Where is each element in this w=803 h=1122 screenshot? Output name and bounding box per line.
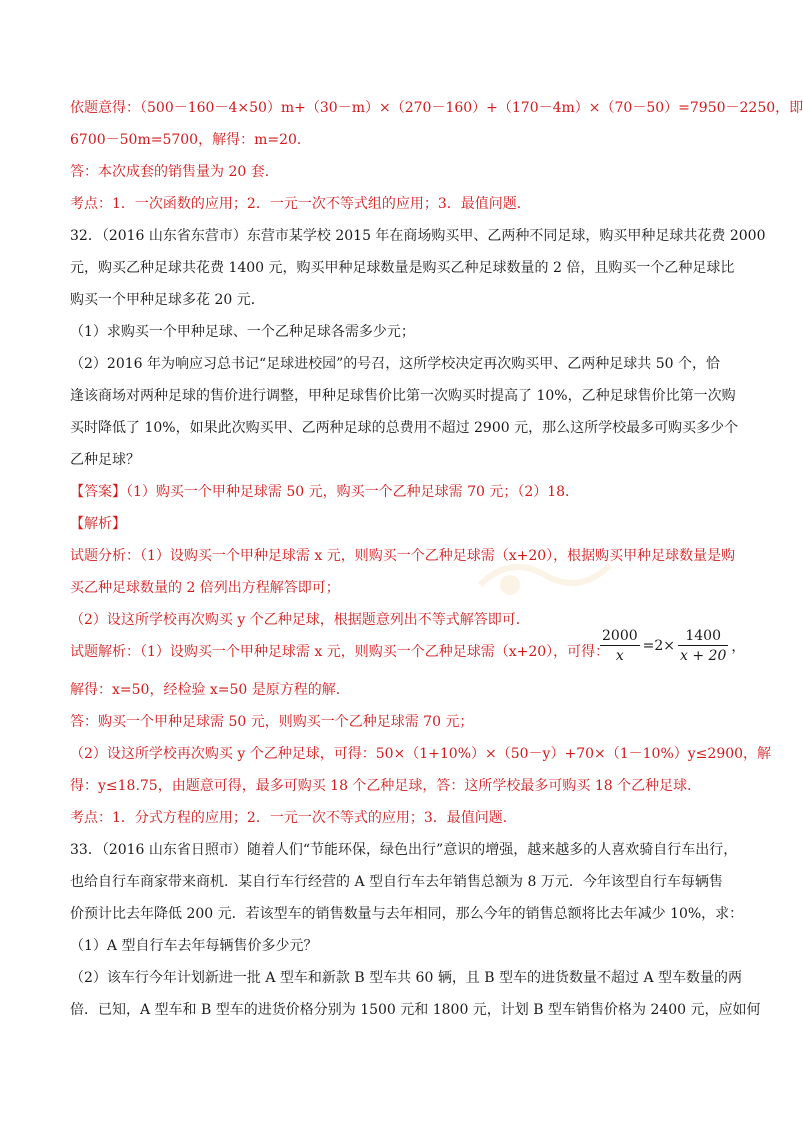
text-line: 【解析】 <box>70 516 126 532</box>
text-line: 乙种足球？ <box>70 452 140 468</box>
text-line: 倍．已知，A 型车和 B 型车的进货价格分别为 1500 元和 1800 元，计划 B 型车销售价格为 2400 元，应如何 <box>70 1002 761 1018</box>
text-line: （1）A 型自行车去年每辆售价多少元？ <box>70 938 318 954</box>
text-line: （2）2016 年为响应习总书记“足球进校园”的号召，这所学校决定再次购买甲、乙两种足球共 50 个，恰 <box>70 356 721 372</box>
equals-sign: = <box>642 638 655 654</box>
fraction-left-numerator: 2000 <box>602 627 638 644</box>
text-line: 33．（2016 山东省日照市）随着人们“节能环保，绿色出行”意识的增强，越来越多的人喜欢骑自行车出行， <box>70 842 738 858</box>
fraction-left <box>600 627 640 666</box>
text-line: 逢该商场对两种足球的售价进行调整，甲种足球售价比第一次购买时提高了 10%，乙种足球售价比第一次购 <box>70 388 736 404</box>
fraction-left-denominator: x <box>615 647 624 664</box>
text-line: 【答案】（1）购买一个甲种足球需 50 元，购买一个乙种足球需 70 元；（2）18． <box>70 484 580 500</box>
fraction-right-denominator: x + 20 <box>680 647 727 664</box>
text-line: 依题意得：（500－160－4×50）m+（30－m）×（270－160）+（170－4m）×（70－50）=7950－2250，即 <box>70 100 803 116</box>
text-line: 试题分析：（1）设购买一个甲种足球需 x 元，则购买一个乙种足球需（x+20），根据购买甲种足球数量是购 <box>70 548 736 564</box>
text-line: 32．（2016 山东省东营市）东营市某学校 2015 年在商场购买甲、乙两种不同足球，购买甲种足球共花费 2000 <box>70 228 766 244</box>
text-line: （2）设这所学校再次购买 y 个乙种足球，根据题意列出不等式解答即可． <box>70 612 530 628</box>
equation-fraction <box>597 622 745 670</box>
text-line: 答：购买一个甲种足球需 50 元，则购买一个乙种足球需 70 元； <box>70 714 474 730</box>
text-line: （2）设这所学校再次购买 y 个乙种足球，可得：50×（1+10%）×（50－y）+70×（1－10%）y≤2900，解 <box>70 746 772 762</box>
text-line: （1）求购买一个甲种足球、一个乙种足球各需多少元； <box>70 324 415 340</box>
text-line: 买乙种足球数量的 2 倍列出方程解答即可； <box>70 580 340 596</box>
text-line: 考点：1．一次函数的应用；2．一元一次不等式组的应用；3．最值问题． <box>70 196 531 212</box>
text-line: 得：y≤18.75，由题意可得，最多可购买 18 个乙种足球，答：这所学校最多可购买 18 个乙种足球． <box>70 778 702 794</box>
text-line: 也给自行车商家带来商机．某自行车行经营的 A 型自行车去年销售总额为 8 万元．今年该型自行车每辆售 <box>70 874 723 890</box>
text-line: 买时降低了 10%，如果此次购买甲、乙两种足球的总费用不超过 2900 元，那么这所学校最多可购买多少个 <box>70 420 739 436</box>
text-line: 价预计比去年降低 200 元．若该型车的销售数量与去年相同，那么今年的销售总额将比去年减少 10%，求： <box>70 906 744 922</box>
coefficient: 2× <box>654 638 676 654</box>
text-line: 购买一个甲种足球多花 20 元． <box>70 292 265 308</box>
text-line: 元，购买乙种足球共花费 1400 元，购买甲种足球数量是购买乙种足球数量的 2 倍，且购买一个乙种足球比 <box>70 260 735 276</box>
text-line: 试题解析：（1）设购买一个甲种足球需 x 元，则购买一个乙种足球需（x+20），可得： <box>70 644 610 660</box>
text-line: 考点：1．分式方程的应用；2．一元一次不等式的应用；3．最值问题． <box>70 810 517 826</box>
text-line: 解得：x=50，经检验 x=50 是原方程的解． <box>70 682 350 698</box>
formula-tail: ， <box>731 639 746 655</box>
fraction-right-numerator: 1400 <box>685 627 721 644</box>
text-line: 答：本次成套的销售量为 20 套． <box>70 164 279 180</box>
text-line: 6700－50m=5700，解得：m=20． <box>70 132 311 148</box>
text-line: （2）该车行今年计划新进一批 A 型车和新款 B 型车共 60 辆，且 B 型车的进货数量不超过 A 型车数量的两 <box>70 970 743 986</box>
fraction-right <box>678 627 728 666</box>
